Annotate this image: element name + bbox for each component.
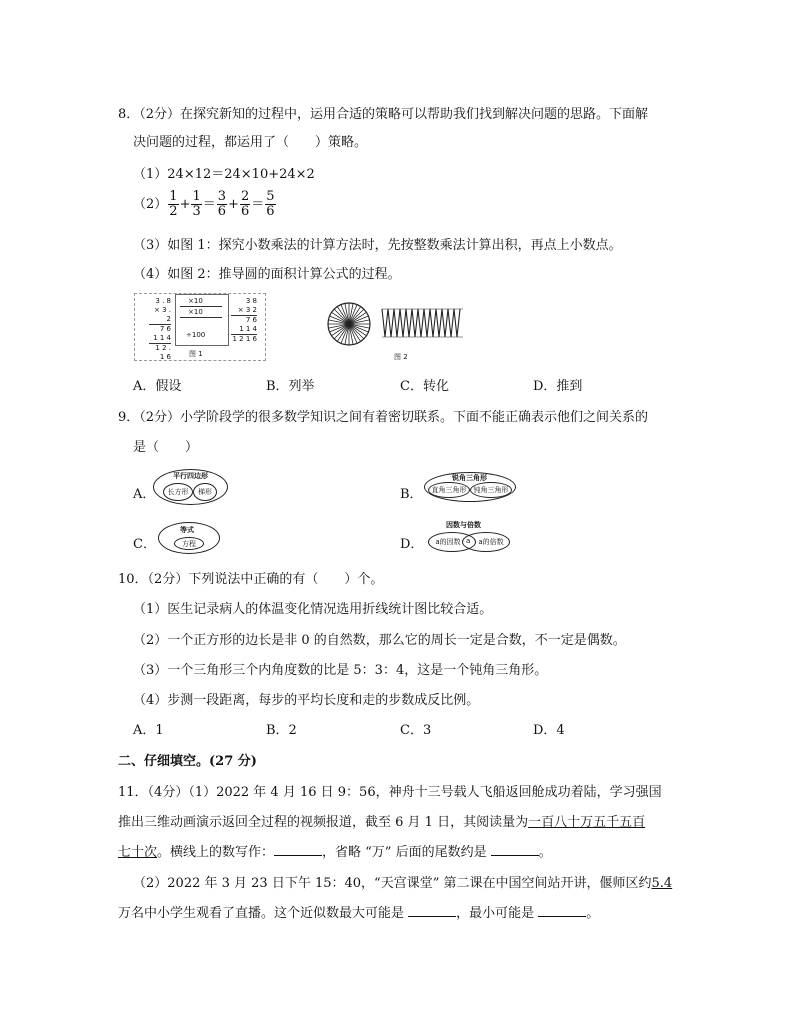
venn-b-title: 锐角三角形 [452, 474, 487, 482]
q10-option-a[interactable]: A．1 [133, 723, 164, 738]
figure-2 [326, 297, 466, 361]
q11-line5-text-2: ，最小可能是 [456, 906, 539, 921]
q8-item2-prefix: （2） [133, 197, 168, 212]
q10-item2: （2）一个正方形的边长是非 0 的自然数，那么它的周长一定是合数，不一定是偶数。 [133, 633, 626, 648]
fig1-arrow [180, 317, 222, 318]
q8-stem-line2: 决问题的过程，都运用了（ ）策略。 [133, 135, 368, 150]
q11-underlined-approx: 5.4 [651, 876, 673, 891]
fraction: $\frac{1}{3}$ [192, 189, 201, 219]
q8-item2 [133, 190, 277, 219]
fig2-caption: 图 2 [394, 353, 408, 361]
operator: + [228, 197, 239, 212]
q11-underlined-number-words-end: 七十次 [118, 845, 158, 860]
q11-line2-text: 推出三维动画演示返回全过程的视频报道，截至 6 月 1 日，其阅读量为 [118, 815, 529, 830]
q11-line1: 11．（4分）（1）2022 年 4 月 16 日 9：56，神舟十三号载人飞船返回舱成功着陆，学习强国 [118, 785, 662, 800]
q9-venn-b[interactable] [424, 472, 516, 502]
q9-option-c-label[interactable]: C． [133, 537, 156, 552]
fig1-conversion-box [175, 294, 229, 346]
q10-item4: （4）步测一段距离，每步的平均长度和走的步数成反比例。 [133, 693, 480, 708]
venn-a-title: 平行四边形 [173, 472, 208, 480]
q11-line3-text: 。横线上的数写作： [157, 845, 275, 860]
q9-option-a-label[interactable]: A． [133, 487, 156, 502]
q8-item4: （4）如图 2：推导圆的面积计算公式的过程。 [133, 267, 401, 282]
fig1-right-column: 3 8 × 3 2 7 6 1 1 4 1 2 1 6 [232, 297, 257, 343]
q11-line4-text: （2）2022 年 3 月 23 日下午 15：40，“天宫课堂” 第二课在中国空间站开讲，偃师区约 [133, 876, 652, 891]
fig1-caption: 图 1 [189, 350, 203, 358]
q9-venn-d[interactable] [424, 520, 516, 556]
figure-1 [134, 293, 266, 361]
q11-line5-end: 。 [586, 906, 600, 921]
q8-stem-line1: 8．（2分）在探究新知的过程中，运用合适的策略可以帮助我们找到解决问题的思路。下面解 [118, 107, 649, 122]
fig1-div100: ÷100 [186, 331, 206, 339]
q10-item1: （1）医生记录病人的体温变化情况选用折线统计图比较合适。 [133, 602, 493, 617]
q8-option-d[interactable]: D．推到 [533, 379, 583, 394]
fraction: $\frac{1}{2}$ [169, 189, 178, 219]
fig1-arrow [180, 306, 222, 307]
q9-stem-line2: 是（ ） [133, 440, 199, 455]
q11-line3-end: 。 [538, 845, 552, 860]
q10-option-b[interactable]: B．2 [266, 723, 297, 738]
q11-line5 [118, 902, 599, 921]
venn-c-inner-equation: 方程 [174, 537, 204, 550]
q9-option-b-label[interactable]: B． [400, 487, 423, 502]
q11-line2 [118, 811, 645, 830]
fig1-times10-b: ×10 [188, 308, 203, 316]
venn-a-inner-rectangle: 长方形 [163, 483, 193, 501]
q10-stem: 10．（2分）下列说法中正确的有（ ）个。 [118, 572, 384, 587]
q11-line4 [133, 872, 672, 891]
q8-item1: （1）24×12＝24×10+24×2 [133, 167, 315, 182]
fraction: $\frac{2}{6}$ [240, 189, 250, 219]
fraction: $\frac{3}{6}$ [217, 189, 227, 219]
venn-c-title: 等式 [180, 526, 194, 534]
venn-a-inner-trapezoid: 梯形 [193, 483, 217, 501]
q11-line3 [118, 841, 552, 860]
fraction: $\frac{5}{6}$ [266, 189, 275, 219]
venn-b-inner-right: 直角三角形 [428, 482, 470, 498]
operator: ＝ [251, 197, 265, 212]
venn-b-inner-obtuse: 钝角三角形 [470, 482, 512, 498]
q10-option-c[interactable]: C．3 [400, 723, 432, 738]
q11-line3-text-2: ，省略 “万” 后面的尾数约是 [322, 845, 491, 860]
q11-underlined-number-words: 一百八十万五千五百 [528, 815, 646, 830]
venn-d-inner-multiples: a的倍数 [462, 532, 510, 552]
q8-item3: （3）如图 1：探究小数乘法的计算方法时，先按整数乘法计算出积，再点上小数点。 [133, 238, 622, 253]
q11-answer-blank-4[interactable] [538, 904, 586, 917]
venn-d-inner-factors: a的因数 [428, 532, 476, 552]
q9-venn-a[interactable] [153, 469, 228, 505]
operator: ＝ [202, 197, 216, 212]
q11-line5-text: 万名中小学生观看了直播。这个近似数最大可能是 [118, 906, 409, 921]
operator: + [179, 197, 191, 212]
q9-venn-c[interactable] [158, 522, 220, 554]
q10-option-d[interactable]: D．4 [533, 723, 565, 738]
q8-option-a[interactable]: A．假设 [133, 379, 182, 394]
fig1-times10-a: ×10 [188, 297, 203, 305]
q11-answer-blank-1[interactable] [274, 843, 322, 856]
venn-d-title: 因数与倍数 [446, 521, 481, 529]
section-2-heading: 二、仔细填空。(27 分) [118, 754, 257, 769]
q8-option-c[interactable]: C．转化 [400, 379, 449, 394]
venn-d-intersection: a [466, 537, 471, 545]
q9-stem-line1: 9．（2分）小学阶段学的很多数学知识之间有着密切联系。下面不能正确表示他们之间关系的 [118, 410, 649, 425]
q11-answer-blank-2[interactable] [491, 843, 539, 856]
q8-option-b[interactable]: B．列举 [266, 379, 315, 394]
q10-item3: （3）一个三角形三个内角度数的比是 5：3：4，这是一个钝角三角形。 [133, 663, 548, 678]
q9-option-d-label[interactable]: D． [400, 537, 424, 552]
q11-answer-blank-3[interactable] [408, 904, 456, 917]
fig1-left-column: 3 . 8 × 3 . 2 7 6 1 1 4 1 2 . 1 6 [149, 297, 171, 362]
